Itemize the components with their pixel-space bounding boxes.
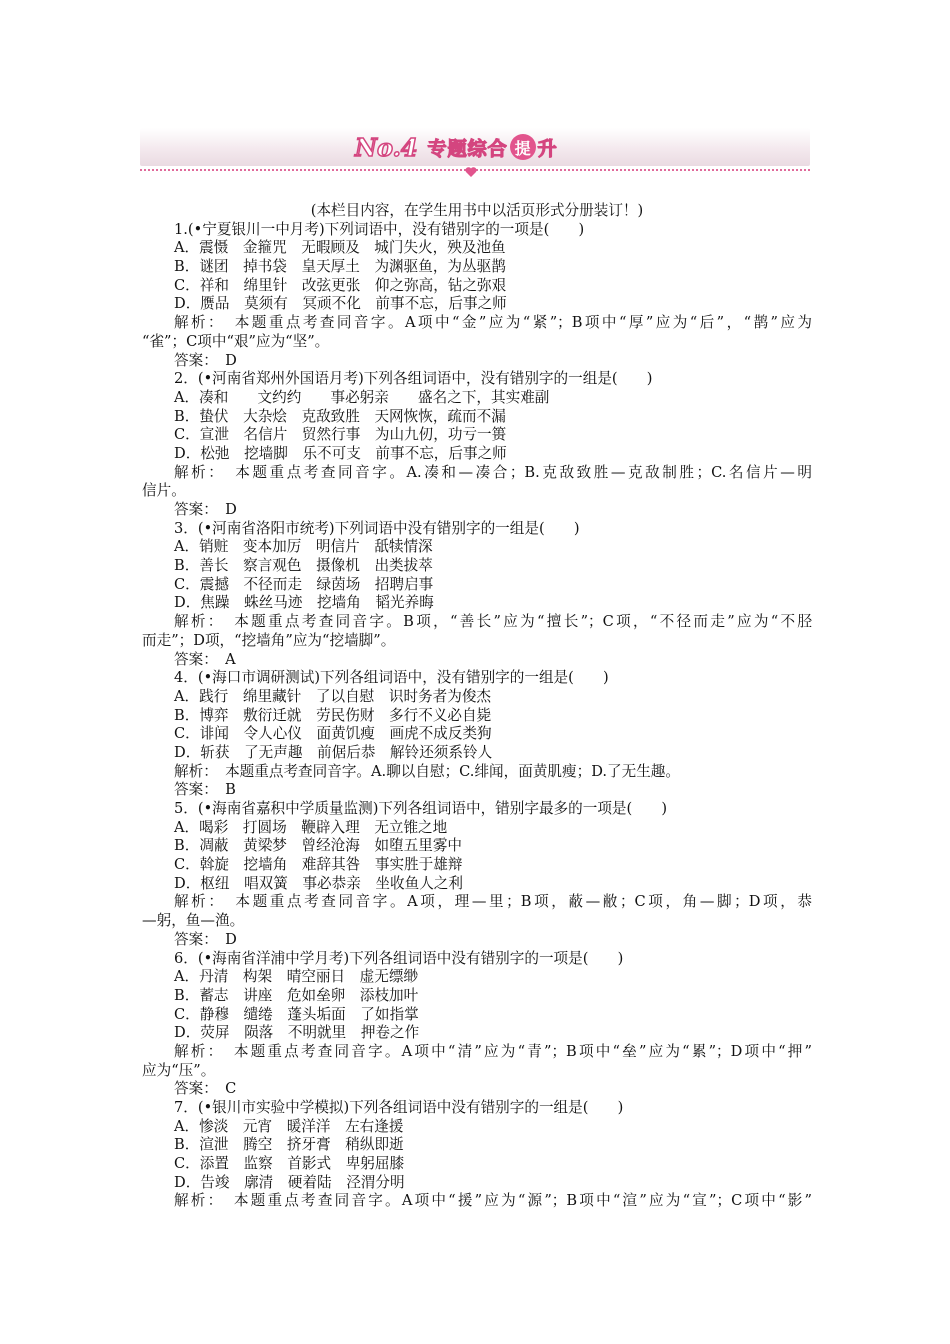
question-6-answer: 答案： C xyxy=(174,1080,237,1098)
question-2-answer: 答案： D xyxy=(174,501,237,518)
question-1-analysis: 解析： 本题重点考查同音字。A项中“金”应为“紧”；B项中“厚”应为“后”，“鹊”应为 xyxy=(174,314,812,332)
question-6-option-d: D．荧屏 陨落 不明就里 押卷之作 xyxy=(174,1024,420,1042)
question-7-option-b: B．渲泄 腾空 挤牙膏 稍纵即逝 xyxy=(174,1136,404,1154)
question-1-option-c: C．祥和 绵里针 改弦更张 仰之弥高，钻之弥艰 xyxy=(174,276,507,294)
question-3-option-d: D．焦躁 蛛丝马迹 挖墙角 韬光养晦 xyxy=(174,594,434,612)
question-7-option-d: D．告竣 廓清 硬着陆 泾渭分明 xyxy=(174,1173,405,1191)
section-number: No.4 xyxy=(355,132,418,162)
question-6-option-a: A．丹清 构架 晴空丽日 虚无缥缈 xyxy=(174,968,419,986)
question-5-answer: 答案： D xyxy=(174,930,237,948)
question-3-option-b: B．善长 察言观色 摄像机 出类拔萃 xyxy=(174,557,433,575)
question-1-answer: 答案： D xyxy=(174,351,237,369)
question-2-option-c: C．宣泄 名信片 贸然行事 为山九仞，功亏一篑 xyxy=(174,426,507,444)
question-3-stem: 3．(•河南省洛阳市统考)下列词语中没有错别字的一组是( ) xyxy=(174,519,580,537)
question-2-option-b: B．蛰伏 大杂烩 克敌致胜 天网恢恢，疏而不漏 xyxy=(174,407,506,425)
question-2-analysis-cont: 信片。 xyxy=(142,482,186,500)
section-title-text: 专题综合 xyxy=(427,137,508,160)
question-1-option-b: B．谜团 掉书袋 皇天厚土 为渊驱鱼，为丛驱鹊 xyxy=(174,258,506,276)
question-7-analysis: 解析： 本题重点考查同音字。A项中“援”应为“源”；B项中“渲”应为“宣”；C项中“影” xyxy=(174,1192,812,1210)
section-title-last-char: 升 xyxy=(537,137,557,160)
question-5-stem: 5．(•海南省嘉积中学质量监测)下列各组词语中，错别字最多的一项是( ) xyxy=(174,800,668,817)
question-5-analysis-cont: —躬，鱼—渔。 xyxy=(142,912,245,930)
question-1-analysis-cont: “雀”；C项中“艰”应为“坚”。 xyxy=(142,332,330,350)
question-3-analysis: 解析： 本题重点考查同音字。B项，“善长”应为“擅长”；C项，“不径而走”应为“不胫 xyxy=(174,613,812,631)
question-4-option-a: A．践行 绵里藏针 了以自慰 识时务者为俊杰 xyxy=(174,687,492,705)
question-1-option-d: D．赝品 莫须有 冥顽不化 前事不忘，后事之师 xyxy=(174,295,507,313)
binding-note: (本栏目内容，在学生用书中以活页形式分册装订！) xyxy=(310,202,644,219)
question-4-stem: 4．(•海口市调研测试)下列各组词语中，没有错别字的一组是( ) xyxy=(174,669,609,687)
question-6-analysis-cont: 应为“压”。 xyxy=(142,1061,216,1079)
question-5-analysis: 解析： 本题重点考查同音字。A项，理—里；B项，蔽—敝；C项，角—脚；D项，恭 xyxy=(174,893,812,911)
document-body xyxy=(142,202,812,1211)
question-4-analysis: 解析： 本题重点考查同音字。A.聊以自慰；C.绯闻，面黄肌瘦；D.了无生趣。 xyxy=(174,762,680,780)
question-2-analysis: 解析： 本题重点考查同音字。A.凑和—凑合；B.克敌致胜—克敌制胜；C.名信片—明 xyxy=(174,463,812,481)
question-5-option-c: C．斡旋 挖墙角 难辞其咎 事实胜于雄辩 xyxy=(174,856,463,874)
question-7-option-c: C．添置 监察 首影式 卑躬屈膝 xyxy=(174,1155,405,1173)
circled-character: 提 xyxy=(510,134,536,160)
question-6-analysis: 解析： 本题重点考查同音字。A项中“清”应为“青”；B项中“垒”应为“累”；D项中“押” xyxy=(174,1042,812,1060)
question-6-stem: 6．(•海南省洋浦中学月考)下列各组词语中没有错别字的一项是( ) xyxy=(174,949,624,967)
question-7-option-a: A．惨淡 元宵 暖洋洋 左右逢援 xyxy=(174,1117,404,1135)
question-5-option-d: D．枢纽 唱双簧 事必恭亲 坐收鱼人之利 xyxy=(174,874,463,892)
question-2-option-d: D．松弛 挖墙脚 乐不可支 前事不忘，后事之师 xyxy=(174,444,507,462)
question-4-answer: 答案： B xyxy=(174,781,236,799)
section-header-banner xyxy=(140,122,810,184)
question-6-option-c: C．静穆 缱绻 蓬头垢面 了如指掌 xyxy=(174,1005,419,1023)
heart-icon xyxy=(465,166,477,178)
question-5-option-a: A．喝彩 打圆场 鞭辟入理 无立锥之地 xyxy=(174,818,448,836)
question-7-stem: 7．(•银川市实验中学模拟)下列各组词语中没有错别字的一组是( ) xyxy=(174,1099,624,1116)
question-4-option-b: B．博弈 敷衍迁就 劳民伤财 多行不义必自毙 xyxy=(174,706,492,724)
question-2-stem: 2．(•河南省郑州外国语月考)下列各组词语中，没有错别字的一组是( ) xyxy=(174,370,653,388)
question-3-option-a: A．销赃 变本加厉 明信片 舐犊情深 xyxy=(174,538,433,556)
question-4-option-c: C．诽闻 令人心仪 面黄饥瘦 画虎不成反类狗 xyxy=(174,725,492,743)
question-1-stem: 1.(•宁夏银川一中月考)下列词语中，没有错别字的一项是( ) xyxy=(174,220,585,238)
question-1-option-a: A．震慑 金箍咒 无暇顾及 城门失火，殃及池鱼 xyxy=(174,239,506,257)
question-3-option-c: C．震撼 不径而走 绿茵场 招聘启事 xyxy=(174,575,434,593)
question-6-option-b: B．蓄志 讲座 危如垒卵 添枝加叶 xyxy=(174,986,419,1004)
question-2-option-a: A．凑和 文约约 事必躬亲 盛名之下，其实难副 xyxy=(174,388,550,406)
question-4-option-d: D．斩获 了无声趣 前倨后恭 解铃还须系铃人 xyxy=(174,743,493,761)
question-3-answer: 答案： A xyxy=(174,650,236,668)
question-5-option-b: B．凋蔽 黄梁梦 曾经沧海 如堕五里雾中 xyxy=(174,837,463,855)
question-3-analysis-cont: 而走”；D项，“挖墙角”应为“挖墙脚”。 xyxy=(142,631,396,649)
section-title xyxy=(355,130,557,164)
